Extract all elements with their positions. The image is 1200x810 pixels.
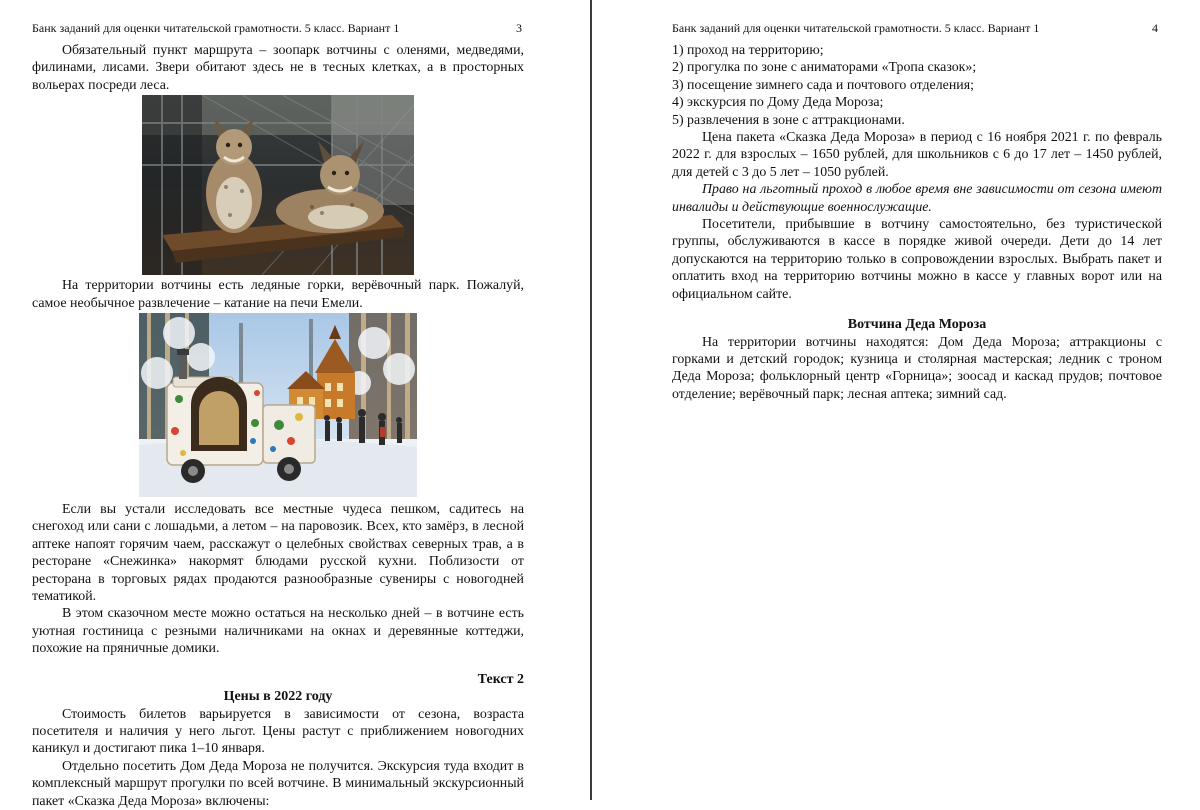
page-number: 4 [1152, 21, 1158, 35]
paragraph-hotel: В этом сказочном месте можно остаться на несколько дней – в вотчине есть уютная гостиница с резными наличниками на окнах и деревянные коттеджи, похожие на пряничные домики. [32, 606, 524, 657]
header-title: Банк заданий для оценки читательской грамотности. 5 класс. Вариант 1 [672, 21, 1040, 35]
right-page [672, 0, 1162, 800]
paragraph-zoo: Обязательный пункт маршрута – зоопарк вотчины с оленями, медведями, филинами, лисами. Звери обитают здесь не в тесных клетках, а в просторных вольерах посреди леса. [32, 43, 524, 93]
paragraph-visitors: Посетители, прибывшие в вотчину самостоятельно, без туристической группы, обслуживаются в кассе в порядке живой очереди. Дети до 14 лет допускаются на территорию только в сопровождении взрослых. Выбрать пакет и оплатить вход на территорию вотчины можно в кассе у главных ворот или на официальном сайте. [672, 217, 1162, 302]
paragraph-package-intro: Отдельно посетить Дом Деда Мороза не получится. Экскурсия туда входит в комплексный маршрут прогулки по всей вотчине. В минимальный экскурсионный пакет «Сказка Деда Мороза» включены: [32, 758, 524, 809]
paragraph-ticket-prices: Стоимость билетов варьируется в зависимости от сезона, возраста посетителя и наличия у него льгот. Цены растут с приближением новогодних каникул и достигают пика 1–10 января. [32, 706, 524, 757]
list-item: 2) прогулка по зоне с аниматорами «Тропа сказок»; [672, 60, 977, 76]
list-item: 5) развлечения в зоне с аттракционами. [672, 112, 905, 128]
page-number: 3 [516, 21, 522, 35]
lynx-photo [142, 95, 414, 275]
package-list [672, 42, 1162, 129]
list-item: 4) экскурсия по Дому Деда Мороза; [672, 95, 884, 111]
list-item: 1) проход на территорию; [672, 43, 824, 58]
prices-heading: Цены в 2022 году [223, 689, 333, 705]
left-page [32, 0, 524, 809]
header-title: Банк заданий для оценки читательской грамотности. 5 класс. Вариант 1 [32, 21, 400, 35]
paragraph-benefits: Право на льготный проход в любое время вне зависимости от сезона имеют инвалиды и действующие военнослужащие. [672, 182, 1162, 215]
text2-label: Текст 2 [477, 671, 524, 687]
paragraph-activities: Если вы устали исследовать все местные чудеса пешком, садитесь на снегоход или сани с лошадьми, а летом – на паровозик. Всех, кто замёрз, в лесной аптеке напоят горячим чаем, расскажут о целебных свойствах северных трав, а в ресторане «Снежинка» накормят блюдами русской кухни. Поблизости от ресторана в торговых рядах продаются разнообразные сувениры с новогодней тематикой. [32, 502, 524, 605]
winter-village-photo [139, 313, 417, 497]
paragraph-territory: На территории вотчины находятся: Дом Деда Мороза; аттракционы с горками и детский городок; кузница и столярная мастерская; ледник с троном Деда Мороза; фольклорный центр «Горница»; зоосад и каскад прудов; почтовое отделение; верёвочный парк; лесная аптека; зимний сад. [672, 334, 1162, 402]
running-header [672, 0, 1162, 42]
paragraph-package-price: Цена пакета «Сказка Деда Мороза» в период с 16 ноября 2021 г. по февраль 2022 г. для взрослых – 1650 рублей, для школьников с 6 до 17 лет – 1450 рублей, для детей с 3 до 5 лет – 1050 рублей. [672, 130, 1162, 180]
paragraph-entertainment: На территории вотчины есть ледяные горки, верёвочный парк. Пожалуй, самое необычное развлечение – катание на печи Емели. [32, 278, 524, 311]
page-divider [590, 0, 592, 800]
running-header [32, 0, 524, 42]
list-item: 3) посещение зимнего сада и почтового отделения; [672, 77, 974, 93]
section-heading: Вотчина Деда Мороза [847, 317, 987, 333]
